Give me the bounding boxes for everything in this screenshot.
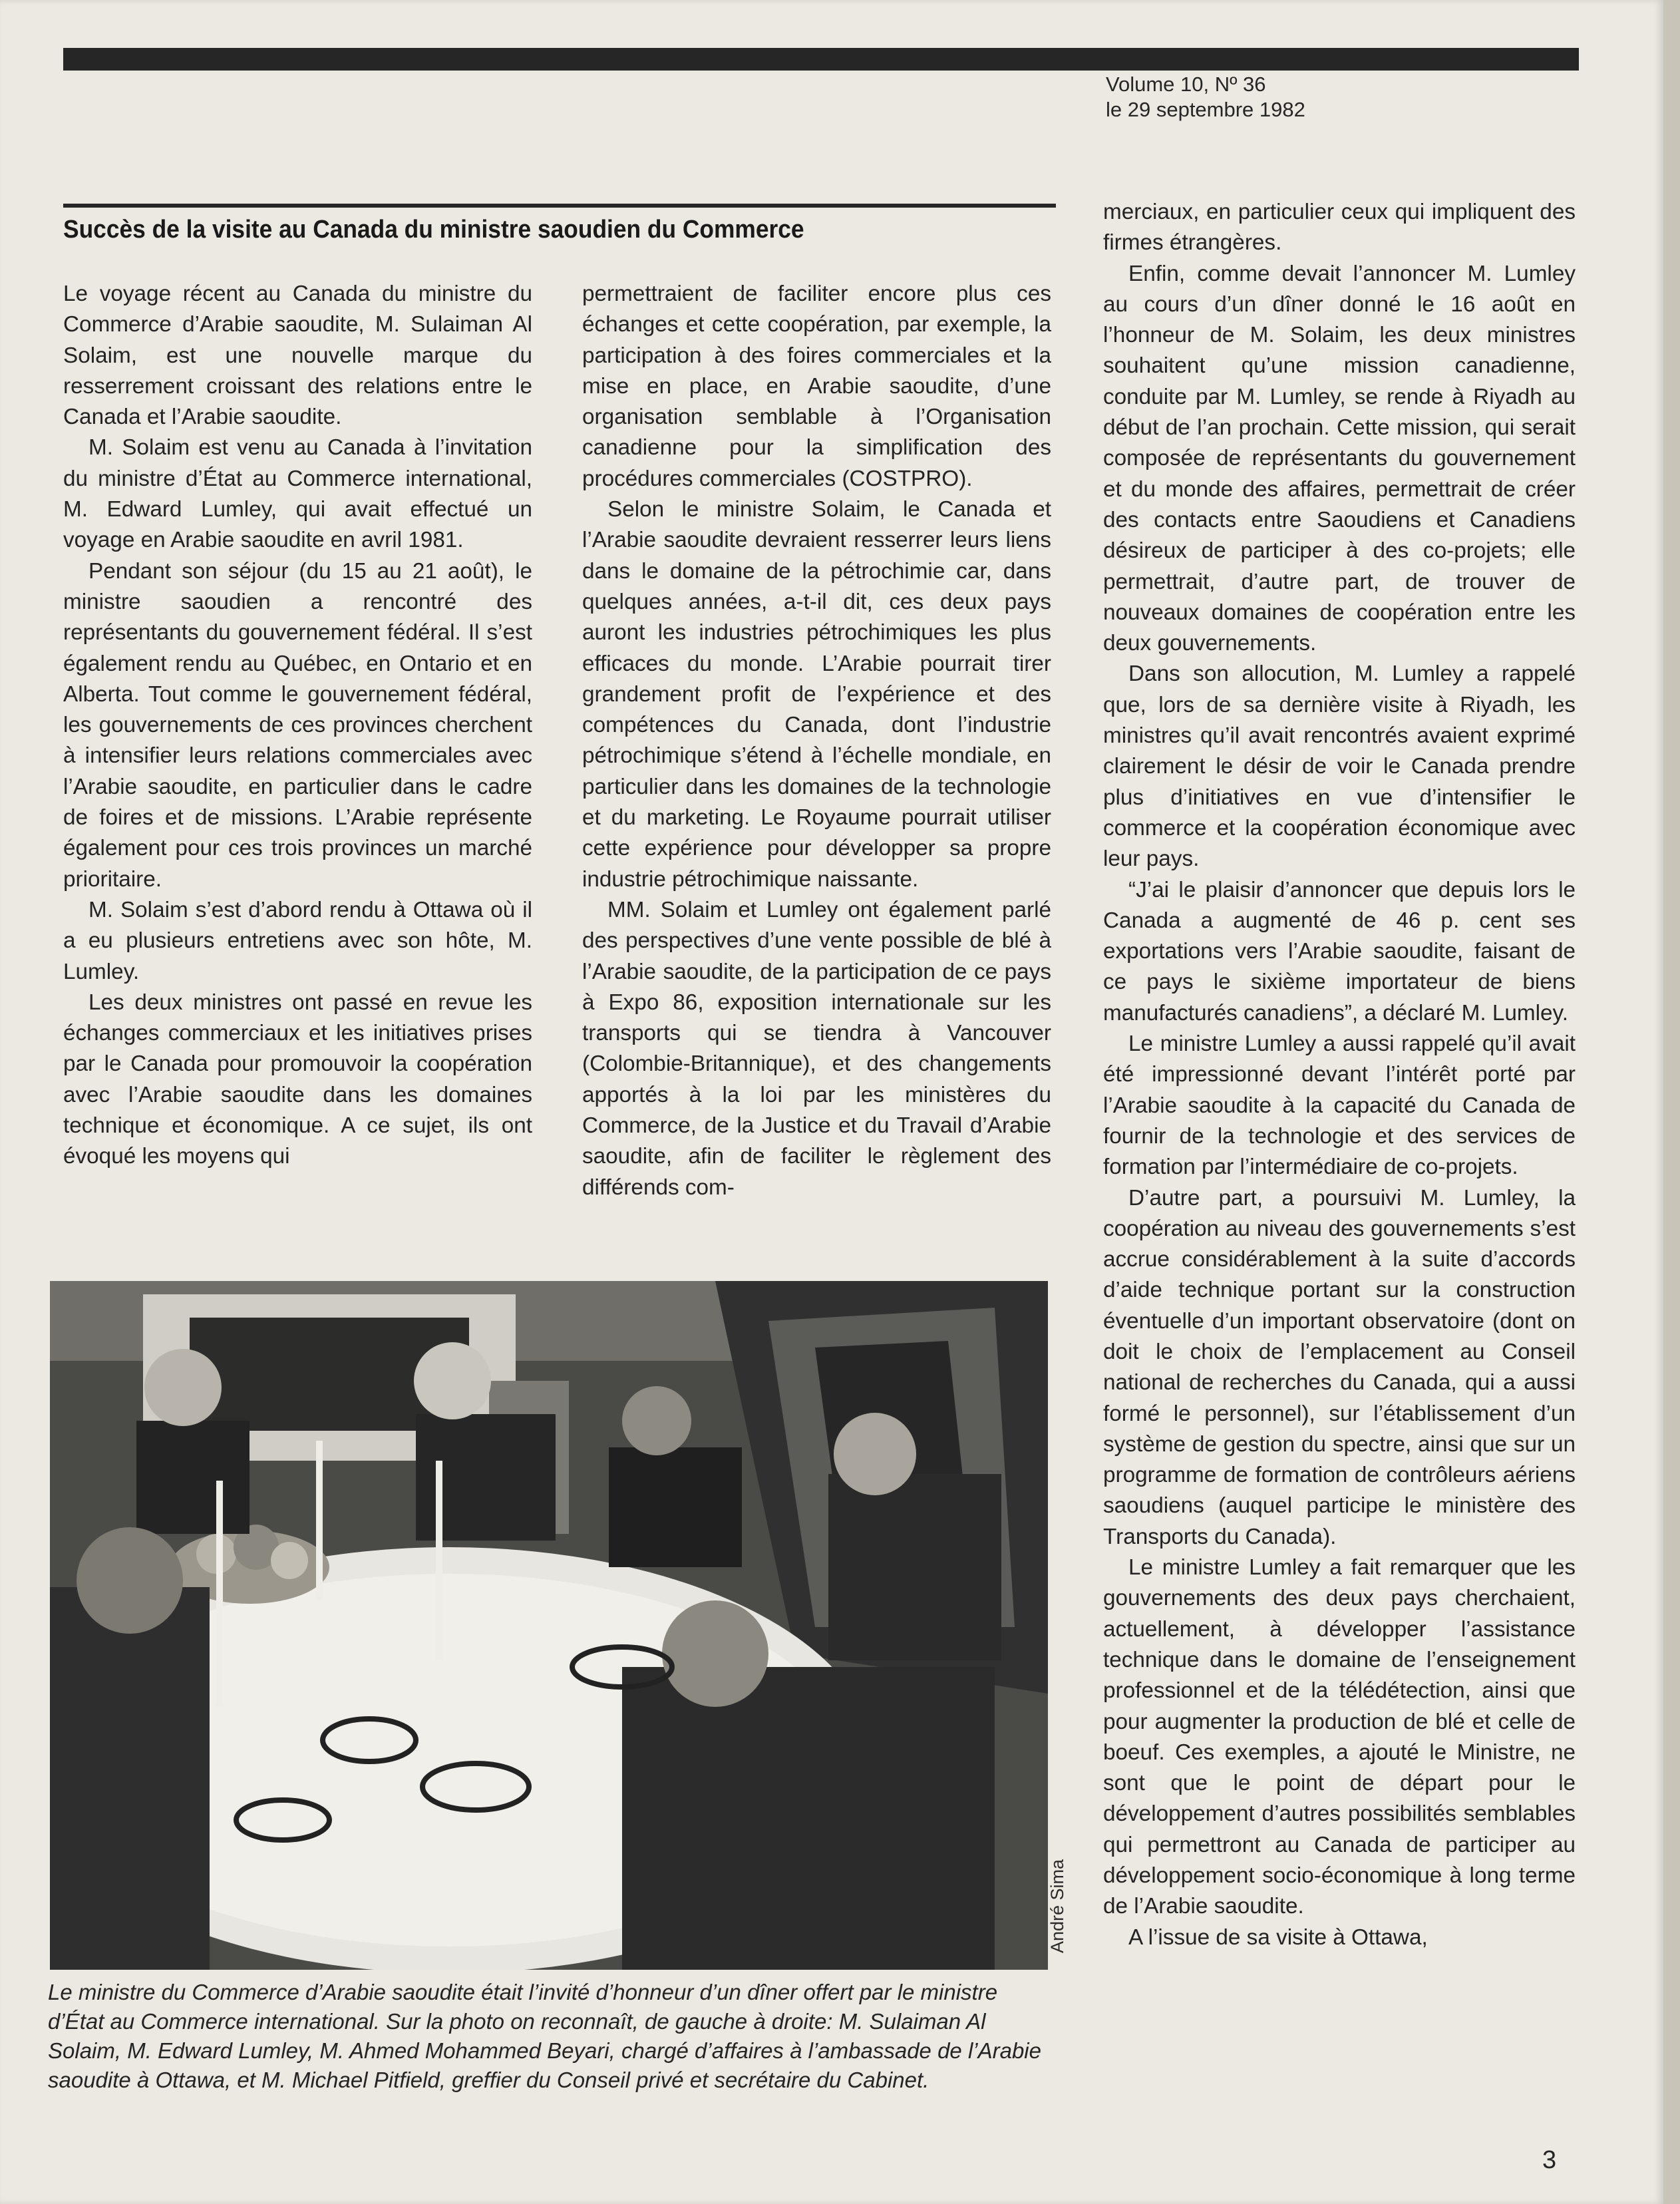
photo-caption: Le ministre du Commerce d’Arabie saoudite était l’invité d’honneur d’un dîner offert par le ministre d’État au Commerce international. Sur la photo on reconnaît, de gauche à droite: M. Sulaiman Al Solaim, M. Edward Lumley, M. Ahmed Mohammed Beyari, chargé d’affaires à l’ambassade de l’Arabie saoudite à Ottawa, et M. Michael Pitfield, greffier du Conseil privé et secrétaire du Cabinet.	[48, 1980, 1041, 2092]
paragraph: D’autre part, a poursuivi M. Lumley, la coopération au niveau des gouvernements s’est accrue considérablement à la suite d’accords d’aide technique portant sur la construction éventuelle d’un important observatoire (dont on doit le choix de l’emplacement au Conseil national de recherches du Canada, qui a aussi formé le personnel), sur l’établissement d’un système de gestion du spectre, ainsi que sur un programme de formation de contrôleurs aériens saoudiens (auquel participe le ministère des Transports du Canada).	[1103, 1185, 1576, 1549]
paragraph: Dans son allocution, M. Lumley a rappelé que, lors de sa dernière visite à Riyadh, les ministres qu’il avait rencontrés avaient exprimé clairement le désir de voir le Canada prendre plus d’initiatives en vue d’intensifier le commerce et la coopération économique avec leur pays.	[1103, 661, 1576, 872]
paragraph: Le voyage récent au Canada du ministre du Commerce d’Arabie saoudite, M. Sulaiman Al Solaim, est une nouvelle marque du resserrement croissant des relations entre le Canada et l’Arabie saoudite.	[63, 281, 532, 430]
paragraph: Pendant son séjour (du 15 au 21 août), le ministre saoudien a rencontré des représentants du gouvernement fédéral. Il s’est également rendu au Québec, en Ontario et en Alberta. Tout comme le gouvernement fédéral, les gouvernements de ces provinces cherchent à intensifier leurs relations commerciales avec l’Arabie saoudite, en particulier dans le cadre de foires et de missions. L’Arabie représente également pour ces trois provinces un marché prioritaire.	[63, 558, 532, 892]
paragraph: M. Solaim est venu au Canada à l’invitation du ministre d’État au Commerce international, M. Edward Lumley, qui avait effectué un voyage en Arabie saoudite en avril 1981.	[63, 435, 532, 553]
article-column-3	[1103, 197, 1576, 1953]
paragraph: Enfin, comme devait l’annoncer M. Lumley au cours d’un dîner donné le 16 août en l’honneur de M. Solaim, les deux ministres souhaitent qu’une mission canadienne, conduite par M. Lumley, se rende à Riyadh au début de l’an prochain. Cette mission, qui serait composée de représentants du gouvernement et du monde des affaires, permettrait de créer des contacts entre Saoudiens et Canadiens désireux de participer à des co-projets; elle permettrait, d’autre part, de trouver de nouveaux domaines de coopération entre les deux gouvernements.	[1103, 261, 1576, 656]
issue-info	[1106, 72, 1305, 122]
paragraph: Le ministre Lumley a aussi rappelé qu’il avait été impressionné devant l’intérêt porté par l’Arabie saoudite à la capacité du Canada de fournir de la technologie et des services de formation par l’intermédiaire de co-projets.	[1103, 1031, 1576, 1180]
paragraph: Selon le ministre Solaim, le Canada et l’Arabie saoudite devraient resserrer leurs liens dans le domaine de la pétrochimie car, dans quelques années, a-t-il dit, ces deux pays auront les industries pétrochimiques les plus efficaces du monde. L’Arabie pourrait tirer grandement profit de l’expérience et des compétences du Canada, dont l’industrie pétrochimique s’étend à l’échelle mondiale, en particulier dans les domaines de la technologie et du marketing. Le Royaume pourrait utiliser cette expérience pour développer sa propre industrie pétrochimique naissante.	[582, 497, 1051, 892]
page-number: 3	[1542, 2146, 1557, 2174]
paragraph: A l’issue de sa visite à Ottawa,	[1128, 1925, 1428, 1950]
paragraph: permettraient de faciliter encore plus ces échanges et cette coopération, par exemple, la participation à des foires commerciales et la mise en place, en Arabie saoudite, d’une organisation semblable à l’Organisation canadienne pour la simplification des procédures commerciales (COSTPRO).	[582, 281, 1051, 491]
headline-rule	[63, 204, 1056, 208]
paragraph: MM. Solaim et Lumley ont également parlé des perspectives d’une vente possible de blé à l’Arabie saoudite, de la participation de ce pays à Expo 86, exposition internationale sur les transports qui se tiendra à Vancouver (Colombie-Britannique), et des changements apportés à la loi par les ministères du Commerce, de la Justice et du Travail d’Arabie saoudite, afin de faciliter le règlement des différends com-	[582, 897, 1051, 1200]
issue-volume: Volume 10, Nº 36	[1106, 73, 1266, 96]
paragraph: Les deux ministres ont passé en revue les échanges commerciaux et les initiatives prises par le Canada pour promouvoir la coopération avec l’Arabie saoudite dans les domaines technique et économique. A ce sujet, ils ont évoqué les moyens qui	[63, 990, 532, 1169]
article-column-1	[63, 279, 532, 1173]
article-headline: Succès de la visite au Canada du ministre saoudien du Commerce	[63, 216, 804, 244]
paragraph: “J’ai le plaisir d’annoncer que depuis lors le Canada a augmenté de 46 p. cent ses exportations vers l’Arabie saoudite, faisant de ce pays le sixième importateur de biens manufacturés canadiens”, a déclaré M. Lumley.	[1103, 877, 1576, 1025]
dinner-photo-illustration	[50, 1281, 1048, 1970]
paragraph: M. Solaim s’est d’abord rendu à Ottawa où il a eu plusieurs entretiens avec son hôte, M. Lumley.	[63, 897, 532, 984]
photo-credit: André Sima	[1047, 1859, 1067, 1953]
article-column-2	[582, 279, 1051, 1203]
header-rule	[63, 48, 1579, 71]
paragraph: Le ministre Lumley a fait remarquer que les gouvernements des deux pays cherchaient, actuellement, à développer l’assistance technique dans le domaine de l’enseignement professionnel et de la télédétection, ainsi que pour augmenter la production de blé et celle de boeuf. Ces exemples, a ajouté le Ministre, ne sont que le point de départ pour le développement d’autres possibilités semblables qui permettront au Canada de participer au développement socio-économique à long terme de l’Arabie saoudite.	[1103, 1555, 1576, 1919]
dinner-photo	[50, 1281, 1048, 1970]
issue-date: le 29 septembre 1982	[1106, 98, 1305, 121]
paragraph: merciaux, en particulier ceux qui impliquent des firmes étrangères.	[1103, 200, 1576, 256]
